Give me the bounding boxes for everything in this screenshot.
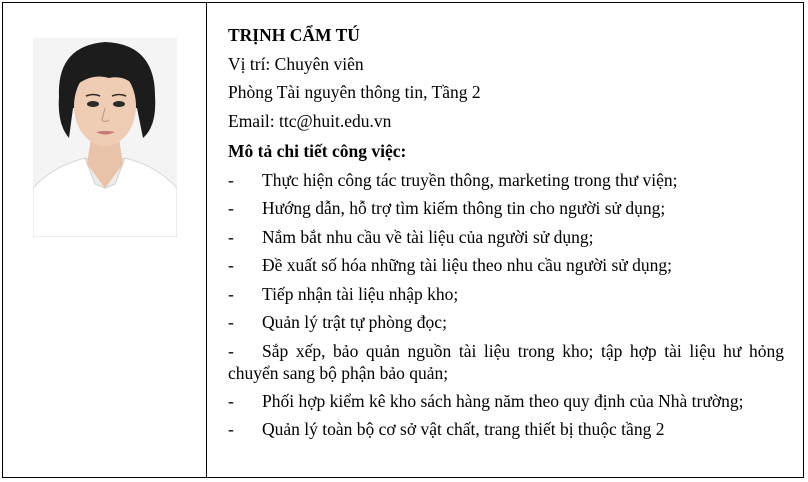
- duty-item: [228, 166, 784, 195]
- duty-dash: -: [228, 198, 234, 218]
- duty-dash: -: [228, 390, 234, 411]
- person-email: Email: ttc@huit.edu.vn: [228, 110, 392, 131]
- duty-text: Quản lý toàn bộ cơ sở vật chất, trang thiết bị thuộc tầng 2: [262, 418, 665, 439]
- person-name: TRỊNH CẨM TÚ: [228, 25, 360, 45]
- duty-dash: -: [228, 312, 234, 332]
- person-position: Vị trí: Chuyên viên: [228, 53, 364, 74]
- duty-dash: -: [228, 226, 234, 247]
- duty-item: [228, 223, 784, 252]
- duty-item: [228, 387, 784, 415]
- duty-item: [228, 415, 784, 444]
- duty-dash: -: [228, 283, 234, 304]
- duty-dash: -: [228, 169, 234, 190]
- duty-dash: -: [228, 255, 234, 275]
- duty-item: [228, 194, 784, 223]
- duty-item: [228, 280, 784, 309]
- duty-dash: -: [228, 418, 234, 439]
- profile-info: [228, 21, 784, 443]
- duty-text: Đề xuất số hóa những tài liệu theo nhu cầu người sử dụng;: [262, 255, 673, 275]
- duty-text: Thực hiện công tác truyền thông, marketing trong thư viện;: [262, 169, 678, 190]
- duty-text: Tiếp nhận tài liệu nhập kho;: [262, 283, 459, 304]
- duty-dash: -: [228, 340, 234, 361]
- duties-title: Mô tả chi tiết công việc:: [228, 141, 407, 161]
- duty-item: [228, 308, 784, 337]
- duty-item: [228, 251, 784, 280]
- duty-text: Nắm bắt nhu cầu về tài liệu của người sử dụng;: [262, 226, 594, 247]
- column-divider: [206, 2, 207, 478]
- person-department: Phòng Tài nguyên thông tin, Tầng 2: [228, 82, 481, 102]
- duty-text: Quản lý trật tự phòng đọc;: [262, 312, 447, 332]
- duty-item: [228, 337, 784, 387]
- portrait-photo: [33, 38, 177, 237]
- duty-text: Hướng dẫn, hỗ trợ tìm kiếm thông tin cho người sử dụng;: [262, 198, 666, 218]
- duty-text: Sắp xếp, bảo quản nguồn tài liệu trong kho; tập hợp tài liệu hư hỏng chuyển sang bộ phận bảo quản;: [228, 340, 784, 383]
- duty-text: Phối hợp kiểm kê kho sách hàng năm theo quy định của Nhà trường;: [262, 390, 744, 411]
